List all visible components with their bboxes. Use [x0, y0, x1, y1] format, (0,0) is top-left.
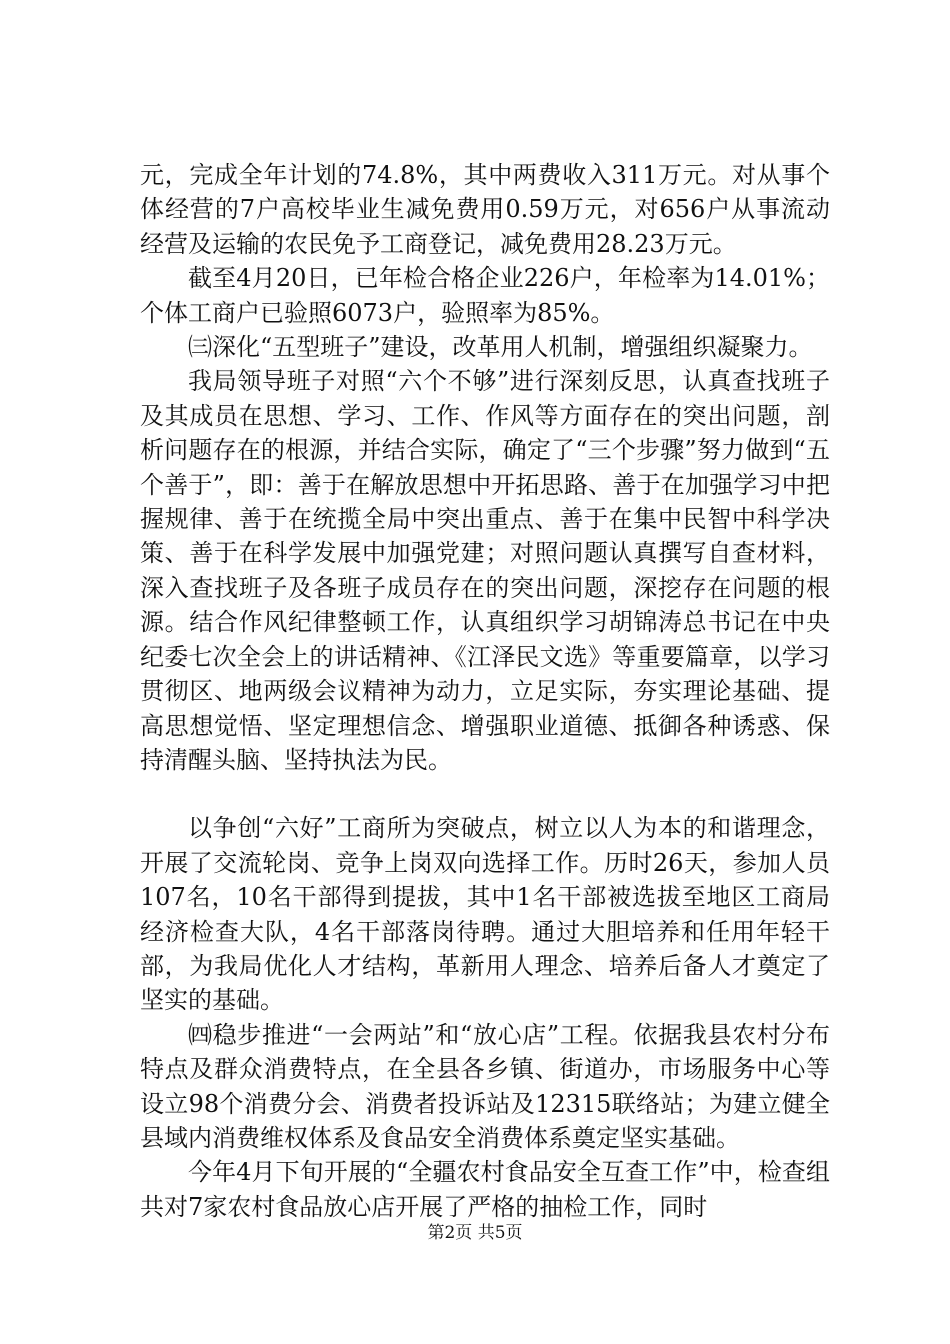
paragraph-fee-reduction: 元，完成全年计划的74.8%，其中两费收入311万元。对从事个体经营的7户高校毕业生减免费用0.59万元，对656户从事流动经营及运输的农民免予工商登记，减免费用28.23万元。 — [140, 161, 830, 258]
section-heading-four: ㈣稳步推进“一会两站”和“放心店”工程。依据我县农村分布特点及群众消费特点，在全县各乡镇、街道办，市场服务中心等设立98个消费分会、消费者投诉站及12315联络站；为建立健全县域内消费维权体系及食品安全消费体系奠定坚实基础。 — [140, 1020, 830, 1152]
paragraph-food-safety-check: 今年4月下旬开展的“全疆农村食品安全互查工作”中，检查组共对7家农村食品放心店开展了严格的抽检工作，同时 — [140, 1158, 830, 1221]
page-number-footer: 第2页 共5页 — [427, 1223, 523, 1243]
body-text — [140, 158, 830, 1224]
paragraph-spacer — [140, 777, 830, 811]
paragraph-leadership-reflection: 我局领导班子对照“六个不够”进行深刻反思，认真查找班子及其成员在思想、学习、工作、作风等方面存在的突出问题，剖析问题存在的根源，并结合实际，确定了“三个步骤”努力做到“五个善于”，即：善于在解放思想中开拓思路、善于在加强学习中把握规律、善于在统揽全局中突出重点、善于在集中民智中科学决策、善于在科学发展中加强党建；对照问题认真撰写自查材料，深入查找班子及各班子成员存在的突出问题，深挖存在问题的根源。结合作风纪律整顿工作，认真组织学习胡锦涛总书记在中央纪委七次全会上的讲话精神、《江泽民文选》等重要篇章，以学习贯彻区、地两级会议精神为动力，立足实际，夯实理论基础、提高思想觉悟、坚定理想信念、增强职业道德、抵御各种诱惑、保持清醒头脑、坚持执法为民。 — [140, 367, 830, 774]
paragraph-annual-inspection: 截至4月20日，已年检合格企业226户，年检率为14.01%；个体工商户已验照6073户，验照率为85%。 — [140, 264, 830, 327]
paragraph-staff-rotation: 以争创“六好”工商所为突破点，树立以人为本的和谐理念，开展了交流轮岗、竞争上岗双向选择工作。历时26天，参加人员107名，10名干部得到提拔，其中1名干部被选拔至地区工商局经济检查大队，4名干部落岗待聘。通过大胆培养和任用年轻干部，为我局优化人才结构，革新用人理念、培养后备人才奠定了坚实的基础。 — [140, 814, 830, 1015]
section-heading-three: ㈢深化“五型班子”建设，改革用人机制，增强组织凝聚力。 — [188, 333, 813, 362]
